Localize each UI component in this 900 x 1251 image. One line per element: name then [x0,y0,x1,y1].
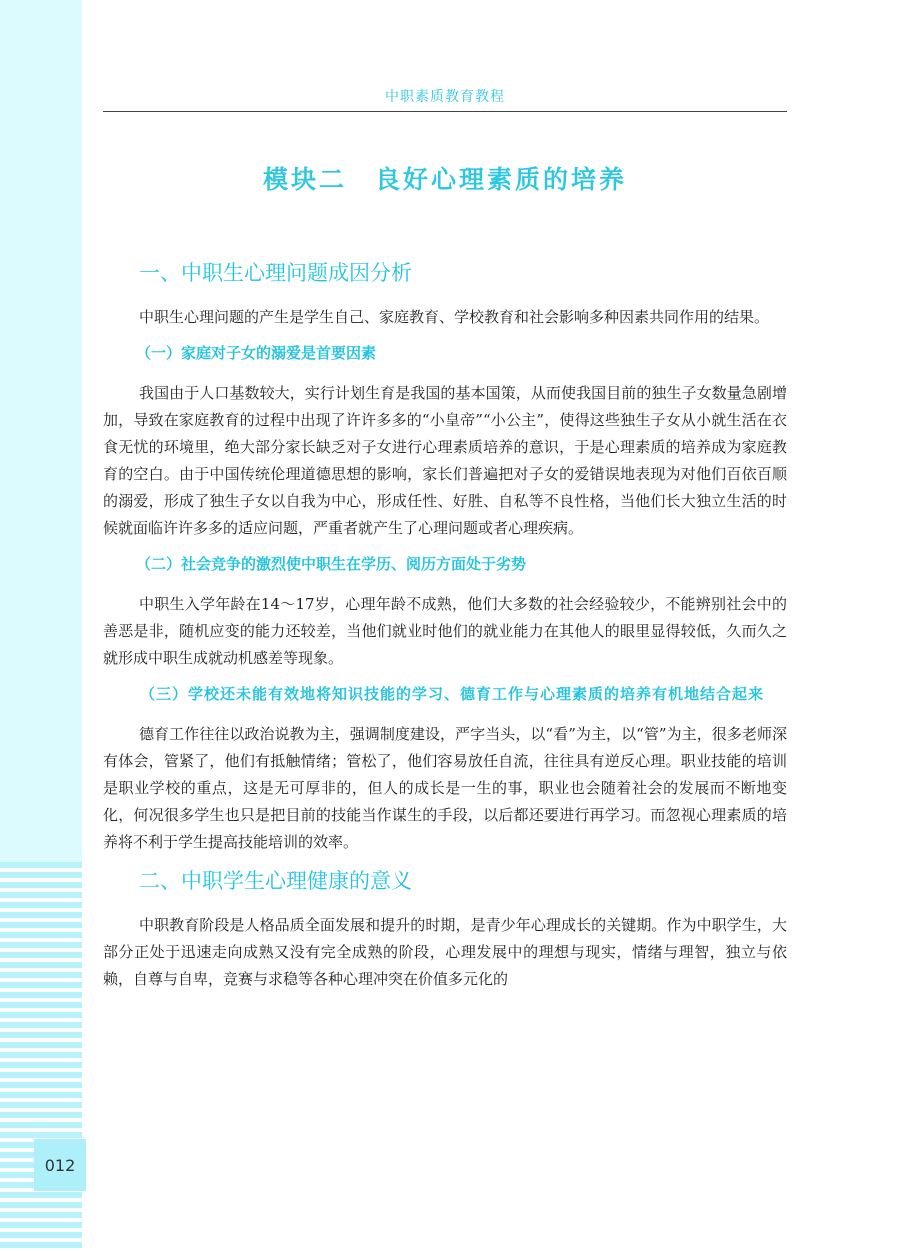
subsection-heading-3: （三）学校还未能有效地将知识技能的学习、德育工作与心理素质的培养有机地结合起来 [140,685,765,703]
section-1-intro: 中职生心理问题的产生是学生自己、家庭教育、学校教育和社会影响多种因素共同作用的结果。 [139,308,770,326]
header-divider [103,111,787,112]
section-2-intro: 中职教育阶段是人格品质全面发展和提升的时期，是青少年心理成长的关键期。作为中职学生，大部分正处于迅速走向成熟又没有完全成熟的阶段，心理发展中的理想与现实，情绪与理智，独立与依赖，自尊与自卑，竞赛与求稳等各种心理冲突在价值多元化的 [103,916,787,988]
subsection-heading-1: （一）家庭对子女的溺爱是首要因素 [136,344,377,362]
subsection-2-text: 中职生入学年龄在14～17岁，心理年龄不成熟，他们大多数的社会经验较少，不能辨别社会中的善恶是非，随机应变的能力还较差，当他们就业时他们的就业能力在其他人的眼里显得较低，久而久之就形成中职生成就动机感差等现象。 [103,595,787,667]
section-heading-2: 二、中职学生心理健康的意义 [139,869,412,893]
section-heading-1: 一、中职生心理问题成因分析 [139,261,412,285]
side-stripe-decoration [0,862,82,1251]
subsection-1-text: 我国由于人口基数较大，实行计划生育是我国的基本国策，从而使我国目前的独生子女数量急剧增加，导致在家庭教育的过程中出现了许许多多的“小皇帝”“小公主”，使得这些独生子女从小就生活在衣食无忧的环境里，绝大部分家长缺乏对子女进行心理素质培养的意识，于是心理素质的培养成为家庭教育的空白。由于中国传统伦理道德思想的影响，家长们普遍把对子女的爱错误地表现为对他们百依百顺的溺爱，形成了独生子女以自我为中心，形成任性、好胜、自私等不良性格，当他们长大独立生活的时候就面临许许多多的适应问题，严重者就产生了心理问题或者心理疾病。 [103,384,787,537]
running-header: 中职素质教育教程 [385,89,505,105]
module-title: 模块二 良好心理素质的培养 [262,165,627,194]
page-number: 012 [34,1139,86,1191]
subsection-heading-2: （二）社会竞争的激烈使中职生在学历、阅历方面处于劣势 [136,555,527,573]
page-content [103,160,787,1003]
subsection-3-text: 德育工作往往以政治说教为主，强调制度建设，严字当头，以“看”为主，以“管”为主，很多老师深有体会，管紧了，他们有抵触情绪；管松了，他们容易放任自流，往往具有逆反心理。职业技能的培训是职业学校的重点，这是无可厚非的，但人的成长是一生的事，职业也会随着社会的发展而不断地变化，何况很多学生也只是把目前的技能当作谋生的手段，以后都还要进行再学习。而忽视心理素质的培养将不利于学生提高技能培训的效率。 [103,725,787,851]
